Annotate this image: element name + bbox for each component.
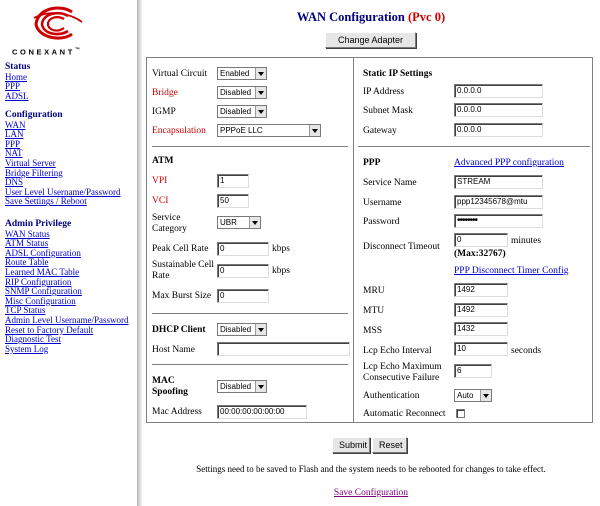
- dhcp-client-value: Disabled: [220, 325, 252, 334]
- nav-factory-reset[interactable]: Reset to Factory Default: [5, 324, 94, 335]
- section-divider: [152, 313, 348, 314]
- lcp-echo-interval-input[interactable]: 10: [454, 342, 508, 356]
- subnet-mask-input[interactable]: 0.0.0.0: [454, 103, 543, 117]
- disconnect-timeout-unit: minutes: [511, 236, 542, 246]
- static-ip-header: Static IP Settings: [363, 69, 433, 79]
- dhcp-client-label: DHCP Client: [152, 325, 206, 335]
- lcp-echo-max-label: [363, 362, 442, 383]
- disconnect-timeout-input[interactable]: 0: [454, 233, 508, 247]
- bridge-label: Bridge: [152, 88, 178, 98]
- service-name-input[interactable]: STREAM: [454, 175, 543, 189]
- chevron-down-icon: [480, 390, 491, 401]
- mac-spoofing-label-line1: MAC: [152, 376, 175, 386]
- conexant-logo: [0, 6, 138, 58]
- gateway-label: Gateway: [363, 126, 397, 136]
- logo-text: CONEXANT: [12, 47, 75, 57]
- chevron-down-icon: [249, 217, 260, 228]
- nav-wan-status[interactable]: WAN Status: [5, 228, 50, 239]
- max-burst-size-input[interactable]: 0: [217, 289, 269, 303]
- peak-cell-rate-input[interactable]: 0: [217, 242, 269, 256]
- nav-status-ppp[interactable]: PPP: [5, 81, 21, 92]
- nav-configuration-header: Configuration: [5, 110, 63, 120]
- igmp-select[interactable]: [217, 105, 267, 118]
- mtu-label: MTU: [363, 306, 385, 316]
- reset-button[interactable]: Reset: [372, 437, 407, 453]
- vpi-input[interactable]: 1: [217, 174, 249, 188]
- nav-user-password[interactable]: User Level Username/Password: [5, 186, 121, 197]
- nav-status-header: Status: [5, 62, 31, 72]
- nav-wan[interactable]: WAN: [5, 119, 26, 130]
- nav-bridge-filtering[interactable]: Bridge Filtering: [5, 167, 63, 178]
- mac-address-label: Mac Address: [152, 407, 202, 417]
- mss-label: MSS: [363, 326, 383, 336]
- nav-lan[interactable]: LAN: [5, 129, 24, 140]
- nav-config-ppp[interactable]: PPP: [5, 138, 21, 149]
- wan-config-form: [146, 57, 593, 423]
- nav-home[interactable]: Home: [5, 71, 27, 82]
- chevron-down-icon: [255, 106, 266, 117]
- sustainable-cell-rate-input[interactable]: 0: [217, 264, 269, 278]
- lcp-echo-max-label-line2: Consecutive Failure: [363, 372, 440, 383]
- nav-route-table[interactable]: Route Table: [5, 257, 49, 268]
- nav-configuration: [5, 111, 120, 207]
- encapsulation-value: PPPoE LLC: [220, 126, 263, 135]
- dhcp-client-select[interactable]: [217, 323, 267, 336]
- chevron-down-icon: [255, 381, 266, 392]
- nav-atm-status[interactable]: ATM Status: [5, 238, 49, 249]
- page-title: [142, 10, 600, 25]
- disconnect-timeout-max: (Max:32767): [454, 249, 506, 259]
- main-content: [142, 0, 600, 506]
- ip-address-input[interactable]: 0.0.0.0: [454, 84, 543, 98]
- change-adapter-button[interactable]: Change Adapter: [325, 32, 416, 48]
- peak-cell-rate-unit: kbps: [272, 244, 290, 254]
- mac-spoofing-label: [152, 376, 188, 398]
- virtual-circuit-select[interactable]: [217, 67, 267, 80]
- nav-dns[interactable]: DNS: [5, 177, 24, 188]
- nav-admin: [5, 220, 128, 354]
- virtual-circuit-label: Virtual Circuit: [152, 69, 208, 79]
- column-divider: [353, 58, 354, 422]
- nav-tcp-status[interactable]: TCP Status: [5, 305, 46, 316]
- nav-diagnostic-test[interactable]: Diagnostic Test: [5, 334, 61, 345]
- max-burst-size-label: Max Burst Size: [152, 291, 212, 301]
- nav-status-adsl[interactable]: ADSL: [5, 90, 29, 101]
- password-label: Password: [363, 217, 400, 227]
- authentication-value: Auto: [457, 391, 474, 400]
- mac-address-input[interactable]: 00:00:00:00:00:00: [217, 405, 307, 419]
- vpi-label: VPI: [152, 176, 168, 186]
- sustainable-cell-rate-unit: kbps: [272, 266, 290, 276]
- sidebar: [0, 0, 138, 506]
- service-name-label: Service Name: [363, 178, 417, 188]
- section-divider: [152, 146, 348, 147]
- chevron-down-icon: [255, 68, 266, 79]
- nav-nat[interactable]: NAT: [5, 148, 23, 159]
- password-input[interactable]: ••••••••: [454, 214, 543, 228]
- nav-snmp-configuration[interactable]: SNMP Configuration: [5, 286, 82, 297]
- mac-spoofing-select[interactable]: [217, 380, 267, 393]
- logo-trademark: ™: [74, 47, 80, 53]
- auto-reconnect-label: Automatic Reconnect: [363, 409, 446, 419]
- sustainable-cell-rate-label-line2: Rate: [152, 270, 170, 281]
- virtual-circuit-value: Enabled: [220, 69, 250, 78]
- section-divider: [358, 146, 590, 147]
- ppp-header: PPP: [363, 158, 381, 168]
- save-configuration-link[interactable]: Save Configuration: [333, 488, 409, 498]
- atm-header: ATM: [152, 156, 174, 166]
- vci-input[interactable]: 50: [217, 194, 249, 208]
- nav-admin-header: Admin Privilege: [5, 219, 72, 229]
- advanced-ppp-link[interactable]: Advanced PPP configuration: [454, 158, 564, 168]
- bridge-select[interactable]: [217, 86, 267, 99]
- igmp-value: Disabled: [220, 107, 252, 116]
- disconnect-timeout-label: Disconnect Timeout: [363, 242, 440, 252]
- subnet-mask-label: Subnet Mask: [363, 106, 413, 116]
- lcp-echo-max-input[interactable]: 6: [454, 364, 492, 378]
- chevron-down-icon: [255, 87, 266, 98]
- section-divider: [152, 364, 348, 365]
- service-category-label: [152, 213, 187, 234]
- nav-system-log[interactable]: System Log: [5, 343, 49, 354]
- nav-admin-password[interactable]: Admin Level Username/Password: [5, 314, 129, 325]
- disconnect-timer-config-link[interactable]: PPP Disconnect Timer Config: [454, 266, 569, 276]
- authentication-label: Authentication: [363, 391, 420, 401]
- pvc-indicator: (Pvc 0): [407, 10, 446, 24]
- nav-save-reboot[interactable]: Save Settings / Reboot: [5, 196, 87, 207]
- auto-reconnect-checkbox[interactable]: [456, 409, 465, 418]
- nav-misc-configuration[interactable]: Misc Configuration: [5, 295, 76, 306]
- authentication-select[interactable]: [454, 389, 492, 402]
- service-category-select[interactable]: [217, 216, 261, 229]
- username-input[interactable]: ppp12345678@mtu: [454, 195, 543, 209]
- sustainable-cell-rate-label-line1: Sustainable Cell: [152, 260, 215, 270]
- nav-learned-mac-table[interactable]: Learned MAC Table: [5, 266, 80, 277]
- vci-label: VCI: [152, 196, 169, 206]
- mru-input[interactable]: 1492: [454, 283, 508, 297]
- submit-button[interactable]: Submit: [332, 437, 370, 453]
- service-category-label-line2: Category: [152, 223, 187, 234]
- nav-virtual-server[interactable]: Virtual Server: [5, 157, 56, 168]
- conexant-swirl-icon: [28, 6, 88, 42]
- mac-spoofing-label-line2: Spoofing: [152, 387, 188, 397]
- nav-adsl-configuration[interactable]: ADSL Configuration: [5, 247, 81, 258]
- page-title-text: WAN Configuration: [296, 10, 405, 24]
- mss-input[interactable]: 1432: [454, 322, 508, 336]
- peak-cell-rate-label: Peak Cell Rate: [152, 244, 209, 254]
- lcp-echo-max-label-line1: Lcp Echo Maximum: [363, 362, 442, 372]
- nav-rip-configuration[interactable]: RIP Configuration: [5, 276, 72, 287]
- ip-address-label: IP Address: [363, 87, 405, 97]
- mac-spoofing-value: Disabled: [220, 382, 252, 391]
- service-category-label-line1: Service: [152, 213, 181, 223]
- nav-status: [5, 63, 30, 101]
- mru-label: MRU: [363, 286, 385, 296]
- lcp-echo-interval-unit: seconds: [511, 346, 542, 356]
- chevron-down-icon: [255, 324, 266, 335]
- bridge-value: Disabled: [220, 88, 252, 97]
- chevron-down-icon: [309, 125, 320, 136]
- mtu-input[interactable]: 1492: [454, 303, 508, 317]
- host-name-label: Host Name: [152, 345, 196, 355]
- service-category-value: UBR: [220, 218, 237, 227]
- sustainable-cell-rate-label: [152, 260, 214, 281]
- igmp-label: IGMP: [152, 107, 176, 117]
- host-name-input[interactable]: [217, 342, 350, 356]
- reboot-note: Settings need to be saved to Flash and the system needs to be rebooted for changes to take effect.: [196, 464, 546, 474]
- save-configuration: [142, 488, 600, 498]
- gateway-input[interactable]: 0.0.0.0: [454, 123, 543, 137]
- encapsulation-label: Encapsulation: [152, 126, 206, 136]
- encapsulation-select[interactable]: [217, 124, 321, 137]
- username-label: Username: [363, 198, 402, 208]
- lcp-echo-interval-label: Lcp Echo Interval: [363, 346, 432, 356]
